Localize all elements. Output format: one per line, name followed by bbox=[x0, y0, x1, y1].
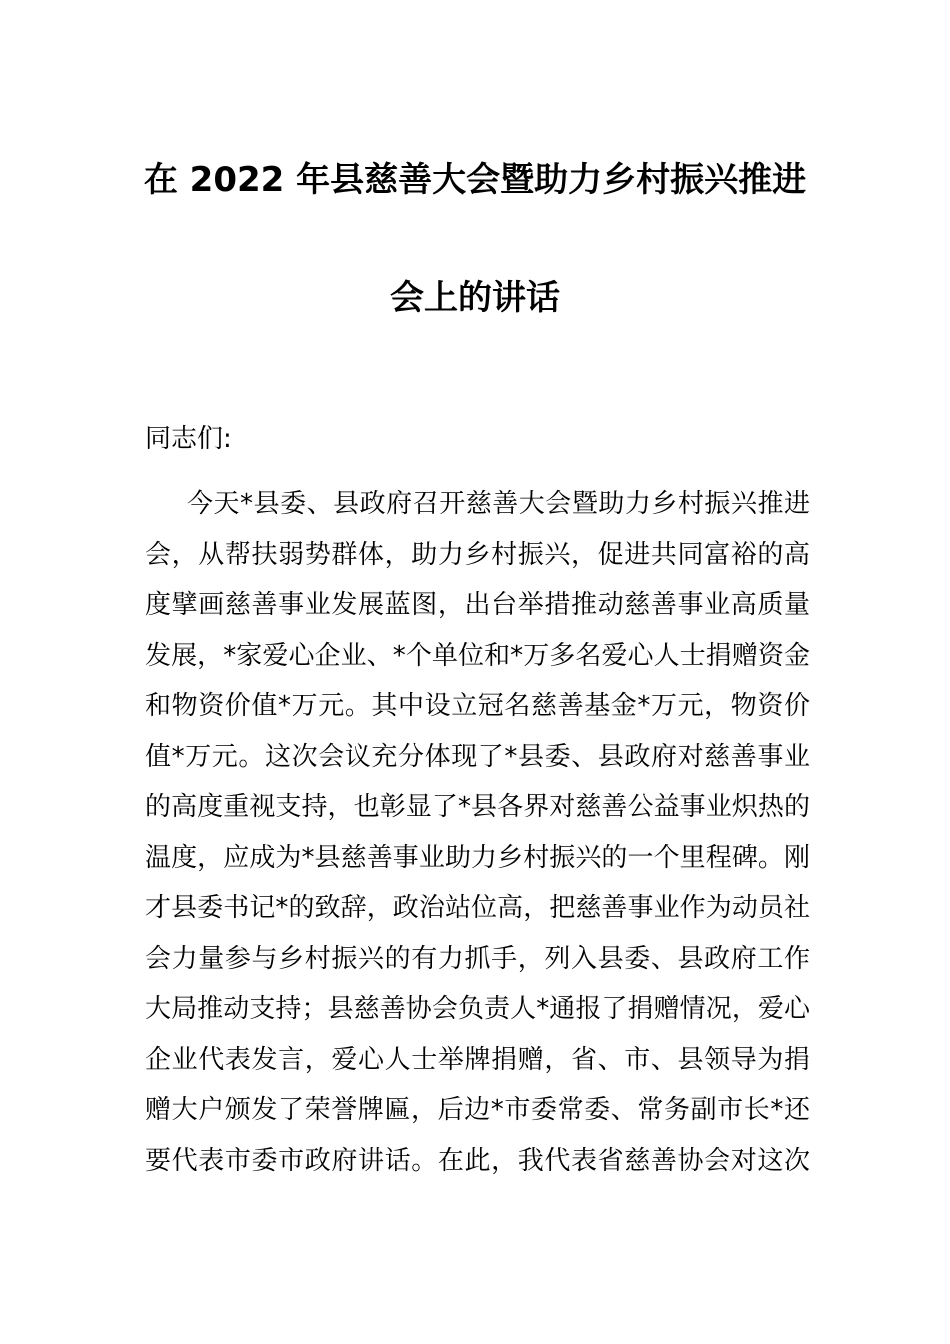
body-line: 温度，应成为*县慈善事业助力乡村振兴的一个里程碑。刚 bbox=[145, 842, 810, 873]
body-line: 值*万元。这次会议充分体现了*县委、县政府对慈善事业 bbox=[145, 741, 810, 772]
body-line: 和物资价值*万元。其中设立冠名慈善基金*万元，物资价 bbox=[145, 691, 810, 721]
body-line: 要代表市委市政府讲话。在此，我代表省慈善协会对这次 bbox=[145, 1145, 810, 1176]
body-paragraph bbox=[145, 479, 810, 1186]
body-line: 企业代表发言，爱心人士举牌捐赠，省、市、县领导为捐 bbox=[145, 1044, 810, 1075]
body-line: 的高度重视支持，也彰显了*县各界对慈善公益事业炽热的 bbox=[145, 792, 810, 822]
document-title-line-2: 会上的讲话 bbox=[390, 278, 560, 318]
body-line: 大局推动支持；县慈善协会负责人*通报了捐赠情况，爱心 bbox=[145, 994, 810, 1024]
body-line: 赠大户颁发了荣誉牌匾，后边*市委常委、常务副市长*还 bbox=[145, 1095, 810, 1125]
salutation: 同志们: bbox=[145, 424, 232, 454]
body-line: 度擘画慈善事业发展蓝图，出台举措推动慈善事业高质量 bbox=[145, 590, 810, 620]
body-line: 会力量参与乡村振兴的有力抓手，列入县委、县政府工作 bbox=[145, 943, 810, 974]
body-line: 会，从帮扶弱势群体，助力乡村振兴，促进共同富裕的高 bbox=[145, 539, 810, 570]
body-line: 今天*县委、县政府召开慈善大会暨助力乡村振兴推进 bbox=[187, 489, 810, 519]
body-line: 发展，*家爱心企业、*个单位和*万多名爱心人士捐赠资金 bbox=[145, 640, 810, 671]
document-title-line-1: 在 2022 年县慈善大会暨助力乡村振兴推进 bbox=[143, 160, 807, 200]
body-line: 才县委书记*的致辞，政治站位高，把慈善事业作为动员社 bbox=[145, 893, 810, 923]
